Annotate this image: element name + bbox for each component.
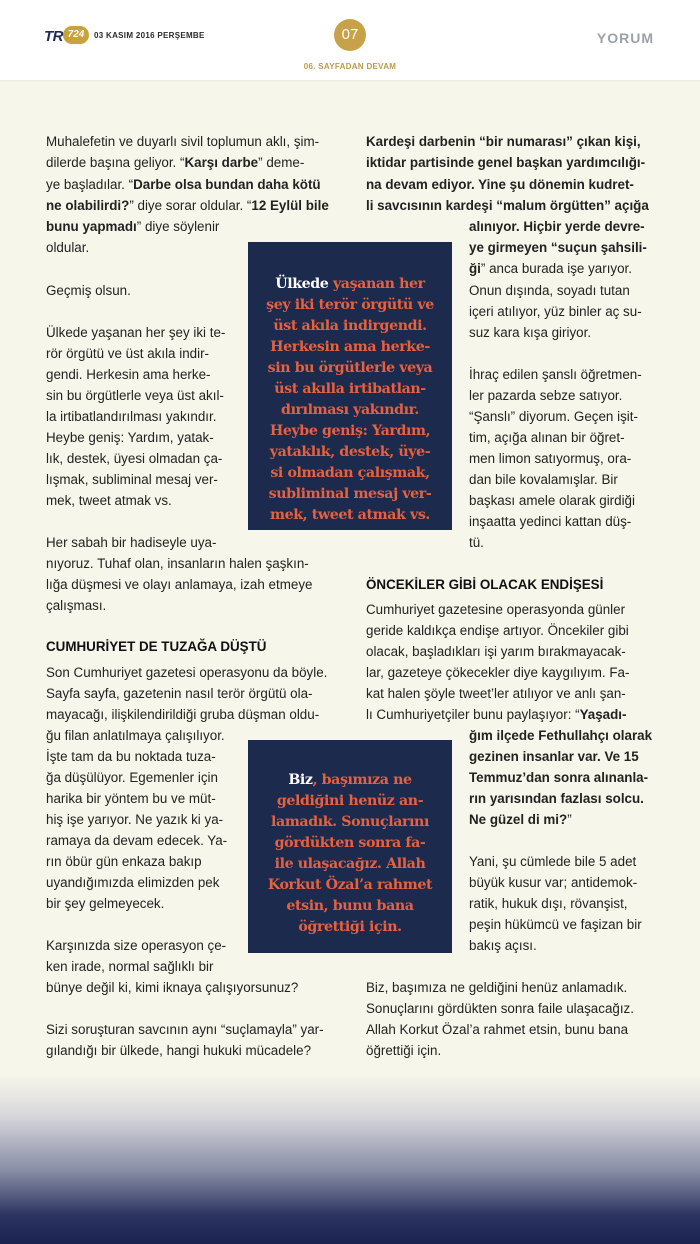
text-line [46, 198, 329, 213]
page-header [0, 0, 700, 80]
text-line: Muhalefetin ve duyarlı sivil toplumun aklı, şim- [46, 134, 320, 149]
text-line: la irtibatlandırılması yakındır. [46, 409, 217, 424]
text-line: Geçmiş olsun. [46, 283, 131, 298]
text-run: ” anca burada işe yarıyor. [480, 261, 633, 276]
text-line: rör örgütü ve üst akıla indir- [46, 346, 209, 361]
text-line: Temmuz’dan sonra alınanla- [469, 770, 649, 785]
pullquote-line: Herkesin ama herke- [270, 339, 430, 355]
pullquote-line: Korkut Özal’a rahmet [267, 877, 433, 893]
text-line: ye girmeyen “suçun şahsili- [469, 240, 647, 255]
text-line: gılandığı bir ülkede, hangi hukuki mücadele? [46, 1043, 312, 1058]
bold-run: Karşı darbe [184, 155, 259, 170]
pullquote-line: gördükten sonra fa- [274, 835, 426, 851]
pullquote-run: , başımıza ne [312, 772, 412, 788]
subheading-cumhuriyet: CUMHURİYET DE TUZAĞA DÜŞTÜ [46, 639, 267, 654]
text-line: Sonuçlarını gördükten sonra faile ulaşacağız. [366, 1001, 634, 1016]
text-line: bakış açısı. [469, 938, 537, 953]
text-line: tim, açığa alınan bir öğret- [469, 430, 625, 445]
bold-run: Ne güzel di mi? [469, 812, 568, 827]
text-line: na devam ediyor. Yine şu dönemin kudret- [366, 177, 634, 192]
text-line: ken irade, normal sağlıklı bir [46, 959, 214, 974]
text-line [46, 155, 304, 170]
text-line: gendi. Herkesin ama herke- [46, 367, 211, 382]
pullquote-line [248, 772, 452, 788]
text-line: Heybe geniş: Yardım, yatak- [46, 430, 214, 445]
text-line: iktidar partisinde genel başkan yardımcılığı- [366, 155, 646, 170]
text-line: suz kara kışa giriyor. [469, 325, 592, 340]
text-line: içeri atılıyor, yüz binler aç su- [469, 304, 642, 319]
text-line: uyandığımızda elimizden pek [46, 875, 220, 890]
text-line: kat halen şöyle tweet’ler atılıyor ve anlı şan- [366, 686, 626, 701]
text-line: olacak, başladıkları işi yarım bırakmayacak- [366, 644, 626, 659]
pullquote-lead: Biz [288, 772, 313, 788]
pullquote-box-2 [248, 740, 452, 953]
pullquote-line: geldiğini henüz an- [276, 793, 424, 809]
pullquote-line: lamadık. Sonuçlarını [271, 814, 429, 830]
bold-run: 12 Eylül bile [251, 198, 329, 213]
text-line: lışmak, subliminal mesaj ver- [46, 472, 218, 487]
pullquote-line: sin bu örgütlerle veya [267, 360, 433, 376]
logo-badge: 724 [63, 26, 89, 44]
text-line: mayacağı, ilişkilendirildiği gruba düşman oldu- [46, 707, 320, 722]
text-line: Ülkede yaşanan her şey iki te- [46, 325, 226, 340]
text-line: Yani, şu cümlede bile 5 adet [469, 854, 637, 869]
text-run: ” diye söylenir [136, 219, 220, 234]
text-line [46, 219, 219, 234]
text-line: geride kaldıkça endişe artıyor. Öncekiler gibi [366, 623, 629, 638]
text-line: oldular. [46, 240, 90, 255]
text-line: ler pazarda sebze satıyor. [469, 388, 623, 403]
text-line: li savcısının kardeşi “malum örgütten” açığa [366, 198, 649, 213]
text-line: Allah Korkut Özal’a rahmet etsin, bunu bana [366, 1022, 629, 1037]
pullquote-run: yaşanan her [328, 276, 425, 292]
pullquote-line: si olmadan çalışmak, [270, 465, 430, 481]
text-line [469, 812, 572, 827]
text-run: ” [567, 812, 572, 827]
pullquote-line: etsin, bunu bana [286, 898, 414, 914]
text-line: Onun dışında, soyadı tutan [469, 283, 630, 298]
pullquote-line: ile ulaşacağız. Allah [274, 856, 426, 872]
text-line: alınıyor. Hiçbir yerde devre- [469, 219, 645, 234]
text-line: sin bu örgütlerle veya üst akıl- [46, 388, 224, 403]
text-run: ” deme- [258, 155, 305, 170]
issue-date: 03 KASIM 2016 PERŞEMBE [94, 31, 205, 40]
text-line: “Şanslı” diyorum. Geçen işit- [469, 409, 638, 424]
text-line: rın öbür gün enkaza bakıp [46, 854, 202, 869]
subheading-oncekiler: ÖNCEKİLER GİBİ OLACAK ENDİŞESİ [366, 577, 604, 592]
text-line [469, 261, 632, 276]
text-line [46, 177, 321, 192]
text-line: Sayfa sayfa, gazetenin nasıl terör örgütü ola- [46, 686, 313, 701]
text-line: İşte tam da bu noktada tuza- [46, 749, 216, 764]
pullquote-line: yataklık, destek, üye- [269, 444, 431, 460]
pullquote-lead: Ülkede [275, 276, 329, 292]
text-line: Cumhuriyet gazetesine operasyonda günler [366, 602, 626, 617]
text-line: Kardeşi darbenin “bir numarası” çıkan kişi, [366, 134, 641, 149]
text-line: lığa düşmesi ve olayı anlamaya, izah etmeye [46, 577, 313, 592]
text-line: inşaatta yedinci kattan düş- [469, 514, 632, 529]
text-line: gezinen insanlar var. Ve 15 [469, 749, 639, 764]
pullquote-line: üst akılla irtibatlan- [274, 381, 426, 397]
logo-tr: TR [44, 28, 63, 45]
text-run: dilerde başına geliyor. “ [46, 155, 185, 170]
text-line: dan bile kovalamışlar. Bir [469, 472, 618, 487]
pullquote-line [248, 276, 452, 292]
text-line: Sizi soruşturan savcının aynı “suçlamayla” yar- [46, 1022, 324, 1037]
pullquote-line: Heybe geniş: Yardım, [269, 423, 431, 439]
pullquote-line: dırılması yakındır. [281, 402, 419, 418]
bold-run: ne olabilirdi? [46, 198, 130, 213]
text-line [366, 707, 627, 722]
text-run: ” diye sorar oldular. “ [129, 198, 252, 213]
text-line: Her sabah bir hadiseyle uya- [46, 535, 217, 550]
text-line: lık, destek, üyesi olmadan ça- [46, 451, 223, 466]
tr724-logo[interactable] [44, 26, 90, 46]
text-line: rın yarısından fazlası solcu. [469, 791, 644, 806]
pullquote-line: şey iki terör örgütü ve [266, 297, 434, 313]
bold-run: ği [469, 261, 481, 276]
text-line: lar, gazeteye çökecekler diye kaygılıyım. Fa- [366, 665, 630, 680]
pullquote-line: subliminal mesaj ver- [268, 486, 432, 502]
text-run: ye başladılar. “ [46, 177, 134, 192]
text-line: Karşınızda size operasyon çe- [46, 938, 227, 953]
text-line: ğu filan anlatılmaya çalışılıyor. [46, 728, 225, 743]
text-line: Biz, başımıza ne geldiğini henüz anlamadık. [366, 980, 628, 995]
pullquote-line: üst akıla indirgendi. [273, 318, 427, 334]
text-line: men limon satıyormuş, ora- [469, 451, 632, 466]
page-number: 07 [334, 19, 366, 51]
text-line: çalışması. [46, 598, 107, 613]
text-run: lı Cumhuriyetçiler bunu paylaşıyor: “ [366, 707, 580, 722]
text-line: peşin hükümcü ve faşizan bir [469, 917, 642, 932]
text-line: ğa düşülüyor. Egemenler için [46, 770, 218, 785]
text-line: ğım ilçede Fethullahçı olarak [469, 728, 653, 743]
text-line: büyük kusur var; antidemok- [469, 875, 638, 890]
text-line: ratik, hukuk dışı, rövanşist, [469, 896, 628, 911]
text-line: mek, tweet atmak vs. [46, 493, 172, 508]
text-line: bir şey gelmeyecek. [46, 896, 165, 911]
continued-from-label: 06. SAYFADAN DEVAM [303, 62, 397, 71]
text-line: tü. [469, 535, 484, 550]
text-line: harika bir yöntem bu ve müt- [46, 791, 216, 806]
text-line: nıyoruz. Tuhaf olan, insanların halen şaşkın- [46, 556, 309, 571]
pullquote-line: öğrettiği için. [298, 919, 402, 935]
text-line: başkası amele olarak girdiği [469, 493, 635, 508]
text-line: bünye değil ki, kimi iknaya çalışıyorsunuz? [46, 980, 299, 995]
text-line: Son Cumhuriyet gazetesi operasyonu da böyle. [46, 665, 328, 680]
text-line: ramaya da devam edecek. Ya- [46, 833, 228, 848]
text-line: hiş işe yarıyor. Ne yazık ki ya- [46, 812, 224, 827]
bold-run: Yaşadı- [579, 707, 627, 722]
bold-run: bunu yapmadı [46, 219, 137, 234]
section-title: YORUM [596, 30, 654, 46]
pullquote-box-1 [248, 242, 452, 530]
text-line: İhraç edilen şanslı öğretmen- [469, 367, 642, 382]
bold-run: Darbe olsa bundan daha kötü [133, 177, 321, 192]
text-line: öğrettiği için. [366, 1043, 442, 1058]
pullquote-line: mek, tweet atmak vs. [270, 507, 430, 523]
